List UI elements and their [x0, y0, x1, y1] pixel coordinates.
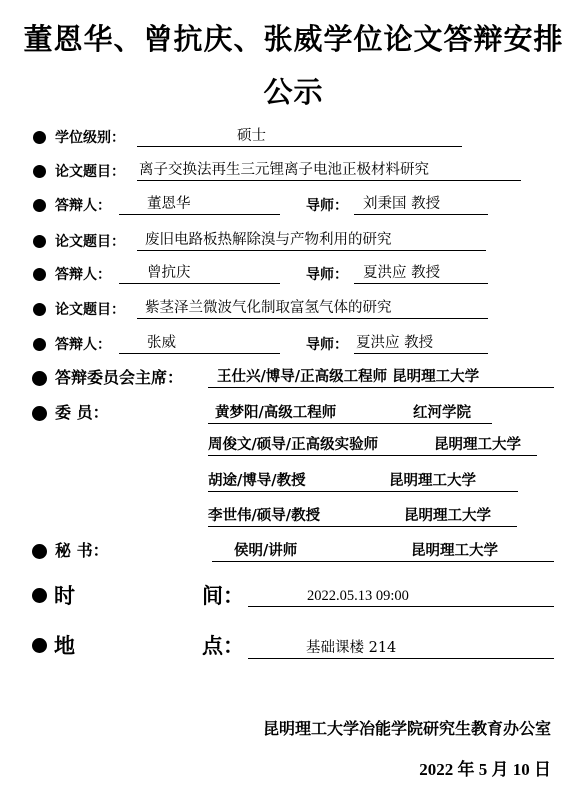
- thesis-topic: 紫茎泽兰微波气化制取富氢气体的研究: [145, 300, 392, 316]
- member-person: 黄梦阳/高级工程师: [215, 404, 337, 421]
- bullet-icon: [33, 165, 46, 178]
- bullet-icon: [33, 199, 46, 212]
- student-name-field: [119, 334, 280, 354]
- bullet-icon: [33, 131, 46, 144]
- advisor-name: 夏洪应 教授: [363, 265, 441, 281]
- member-row: [208, 404, 492, 424]
- degree-label: 学位级别：: [55, 130, 125, 146]
- member-row: [208, 507, 517, 527]
- student-name: 张威: [147, 335, 176, 351]
- member-org: 昆明理工大学: [434, 436, 521, 453]
- chair-name: 王仕兴/博导/正高级工程师 昆明理工大学: [217, 368, 480, 385]
- member-org: 红河学院: [413, 404, 471, 421]
- member-person: 李世伟/硕导/教授: [208, 507, 321, 524]
- bullet-icon: [32, 544, 47, 559]
- notice-title-line2: 公示: [263, 75, 324, 109]
- time-label-a: 时: [54, 583, 75, 608]
- member-row: [208, 436, 537, 456]
- advisor-label: 导师：: [306, 337, 348, 353]
- degree-value: 硕士: [237, 128, 266, 144]
- place-field: [248, 639, 554, 659]
- topic-label: 论文题目：: [55, 234, 125, 250]
- topic-label: 论文题目：: [55, 164, 125, 180]
- members-label: 委 员：: [55, 403, 109, 422]
- thesis-topic: 离子交换法再生三元锂离子电池正极材料研究: [139, 162, 429, 178]
- thesis-topic-field: [137, 299, 488, 319]
- secretary-field: [212, 542, 554, 562]
- advisor-name-field: [354, 195, 488, 215]
- time-value: 2022.05.13 09:00: [307, 588, 409, 604]
- member-org: 昆明理工大学: [404, 507, 491, 524]
- bullet-icon: [32, 371, 47, 386]
- thesis-topic-field: [137, 231, 486, 251]
- chair-field: [208, 368, 554, 388]
- thesis-topic: 废旧电路板热解除溴与产物利用的研究: [145, 232, 392, 248]
- student-label: 答辩人：: [55, 198, 111, 214]
- issuing-office: 昆明理工大学冶能学院研究生教育办公室: [262, 719, 551, 738]
- place-label-a: 地: [54, 633, 75, 658]
- student-label: 答辩人：: [55, 267, 111, 283]
- advisor-name-field: [354, 334, 488, 354]
- bullet-icon: [33, 235, 46, 248]
- issue-date: 2022 年 5 月 10 日: [419, 760, 551, 779]
- advisor-label: 导师：: [306, 267, 348, 283]
- time-field: [248, 587, 554, 607]
- notice-title-line1: 董恩华、曾抗庆、张威学位论文答辩安排: [23, 22, 564, 56]
- secretary-label: 秘 书：: [55, 541, 109, 560]
- bullet-icon: [33, 303, 46, 316]
- member-org: 昆明理工大学: [389, 472, 476, 489]
- bullet-icon: [32, 588, 47, 603]
- topic-label: 论文题目：: [55, 302, 125, 318]
- place-label-b: 点：: [202, 633, 244, 658]
- student-name-field: [119, 195, 280, 215]
- bullet-icon: [33, 268, 46, 281]
- student-name: 曾抗庆: [147, 265, 191, 281]
- degree-value-field: [137, 127, 462, 147]
- student-name: 董恩华: [147, 196, 191, 212]
- bullet-icon: [33, 338, 46, 351]
- advisor-name: 夏洪应 教授: [356, 335, 434, 351]
- bullet-icon: [32, 406, 47, 421]
- member-person: 胡途/博导/教授: [208, 472, 306, 489]
- advisor-name: 刘秉国 教授: [363, 196, 441, 212]
- secretary-org: 昆明理工大学: [411, 542, 498, 559]
- secretary-person: 侯明/讲师: [234, 542, 298, 559]
- student-label: 答辩人：: [55, 337, 111, 353]
- chair-label: 答辩委员会主席：: [55, 368, 184, 387]
- time-label-b: 间：: [202, 583, 244, 608]
- place-value: 基础课楼 214: [306, 640, 397, 656]
- advisor-name-field: [354, 264, 488, 284]
- member-row: [208, 472, 518, 492]
- bullet-icon: [32, 638, 47, 653]
- student-name-field: [119, 264, 280, 284]
- advisor-label: 导师：: [306, 198, 348, 214]
- thesis-topic-field: [137, 161, 521, 181]
- member-person: 周俊文/硕导/正高级实验师: [208, 436, 379, 453]
